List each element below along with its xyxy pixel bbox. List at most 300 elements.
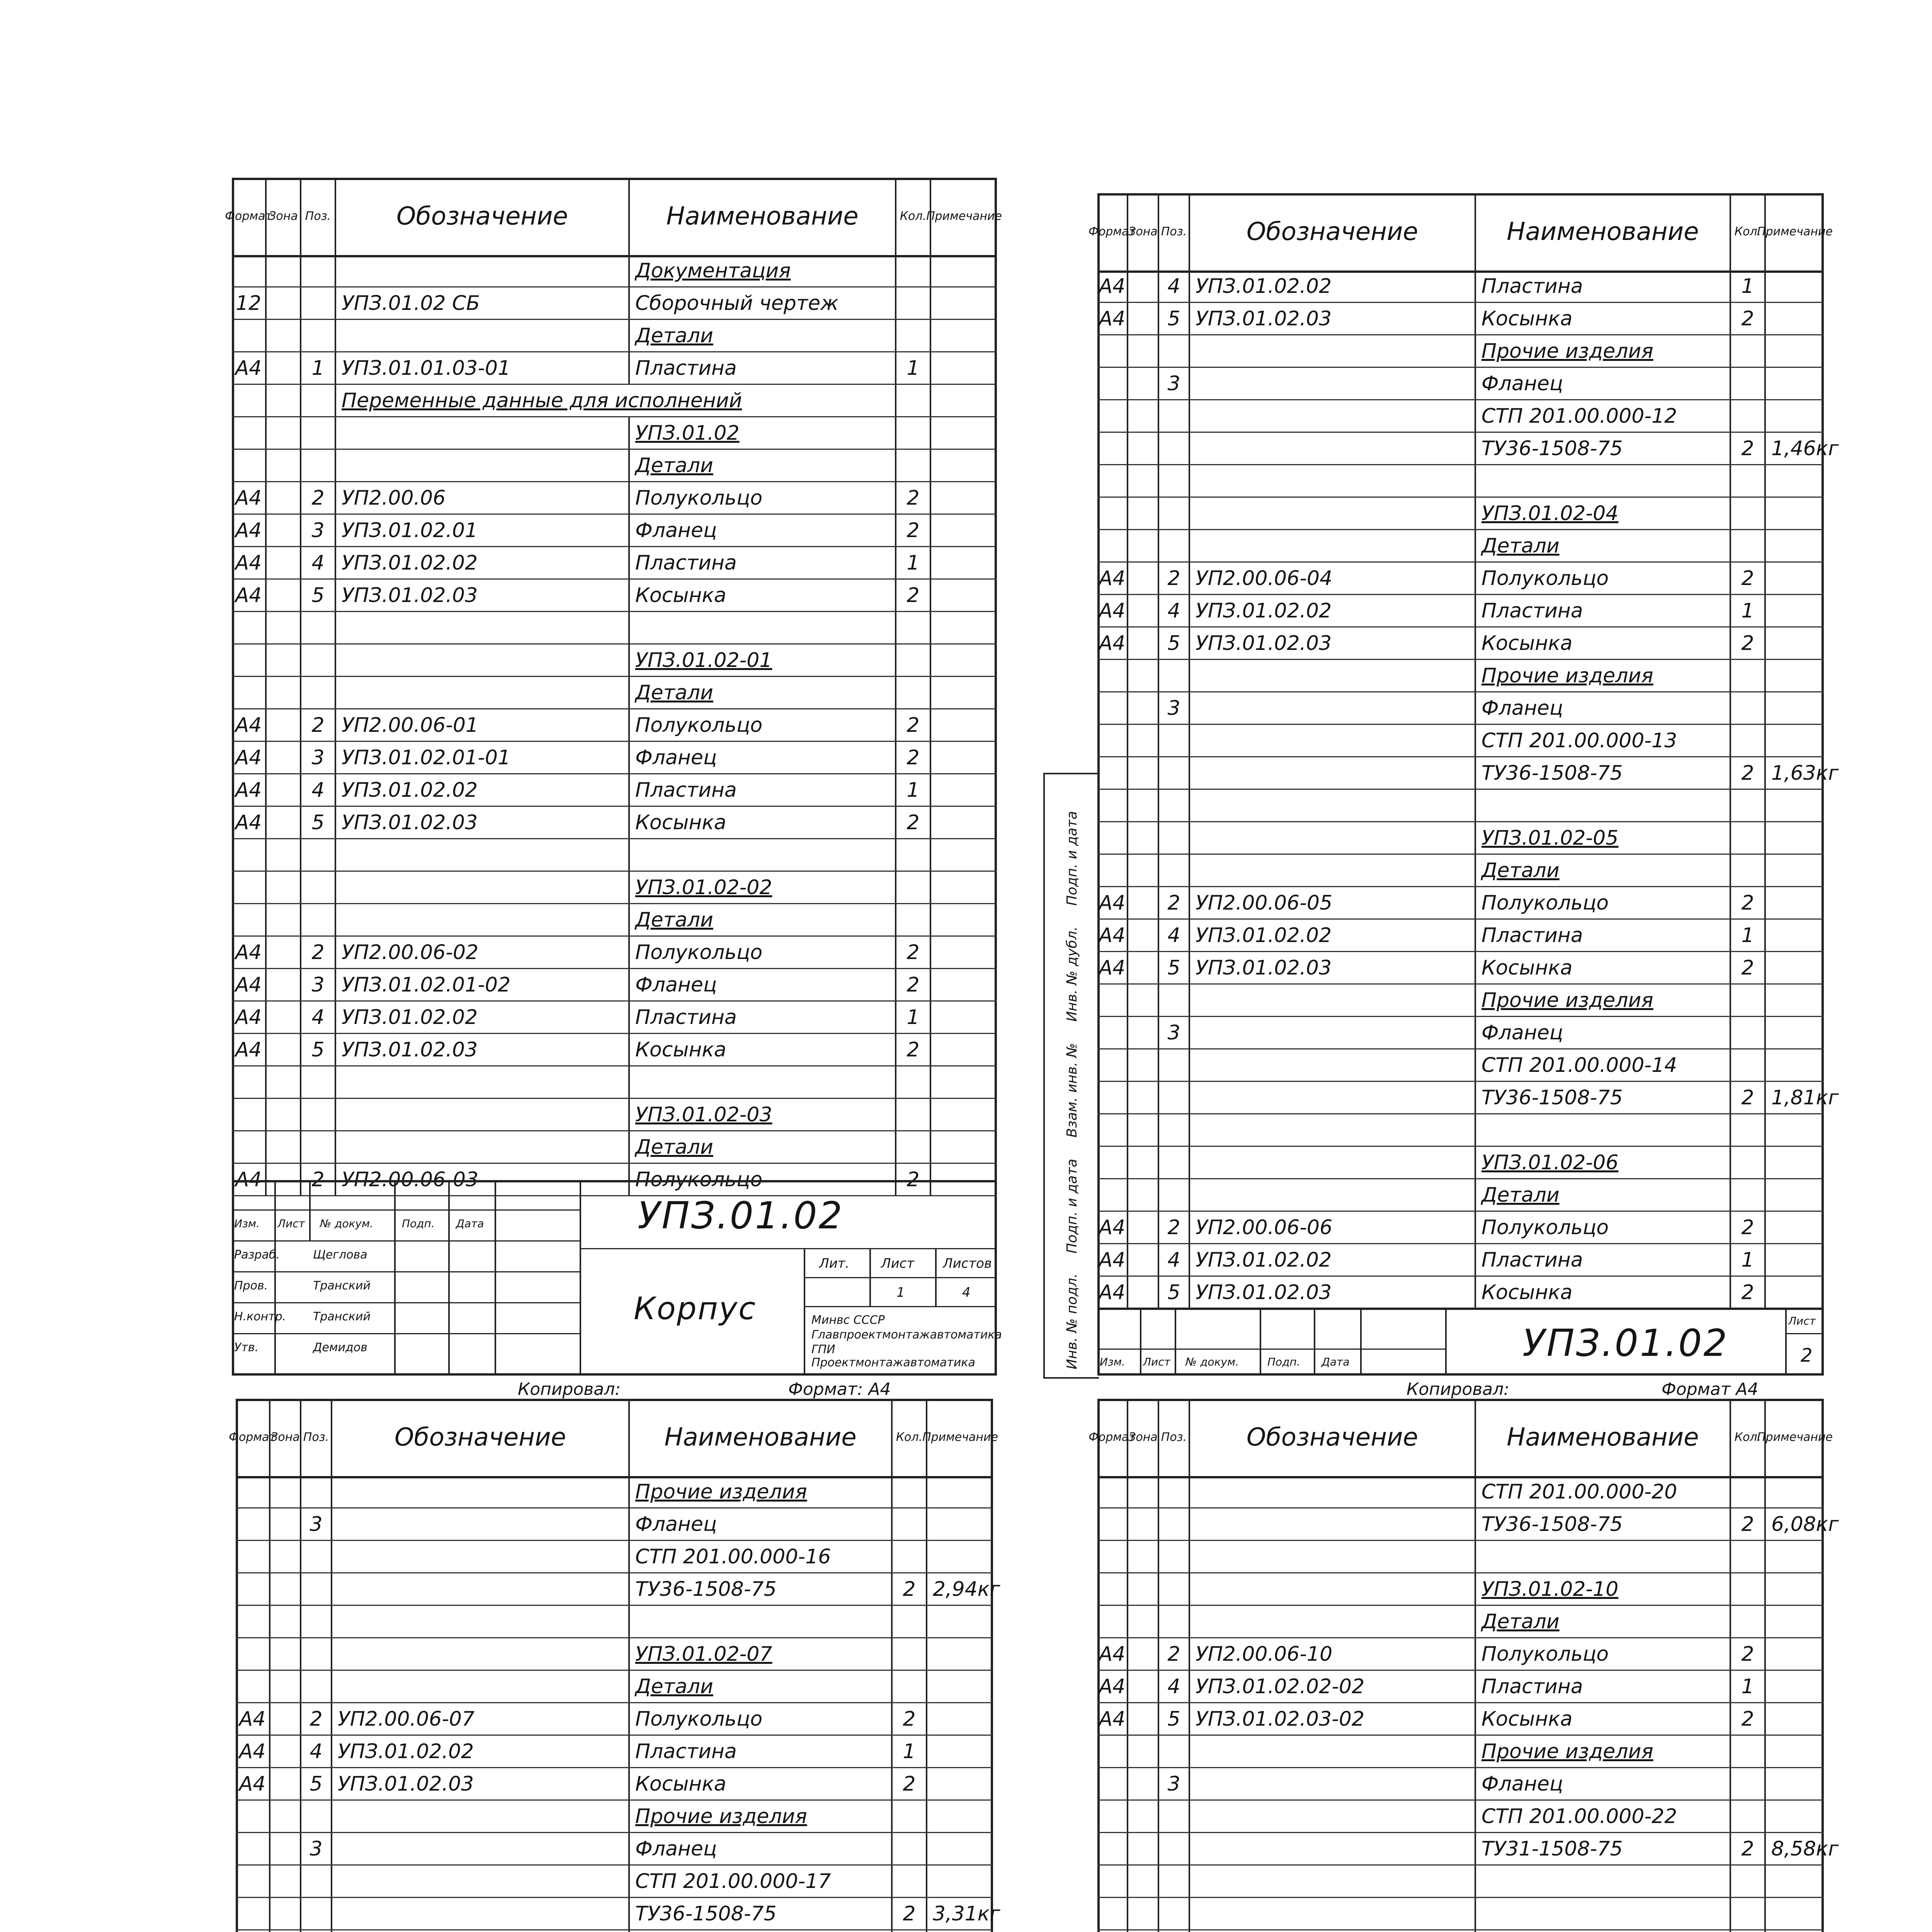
- cell-pos: [1159, 1147, 1190, 1178]
- cell-qty: 1: [1731, 1671, 1766, 1702]
- cell-qty: [1731, 725, 1766, 756]
- cell-format: А4: [1097, 887, 1128, 918]
- cell-format: А4: [236, 1736, 270, 1767]
- cell-format: А4: [232, 807, 267, 838]
- table-row: [232, 872, 997, 904]
- cell-note: [931, 774, 997, 806]
- cell-pos: 5: [1159, 1277, 1190, 1308]
- cell-name: Сборочный чертеж: [630, 287, 896, 319]
- cell-format: [1097, 1833, 1128, 1864]
- table-row: [232, 807, 997, 839]
- cell-designation: [1190, 660, 1476, 691]
- cell-note: [1766, 1606, 1824, 1637]
- cell-format: [1097, 465, 1128, 497]
- cell-designation: [336, 1131, 630, 1163]
- cell-designation: УПЗ.01.02.03: [1190, 628, 1476, 659]
- header-pos: Поз.: [301, 1399, 332, 1476]
- cell-qty: [893, 1638, 927, 1670]
- cell-format: [1097, 498, 1128, 529]
- cell-zone: [1128, 855, 1159, 886]
- spec-sheet-4: [1088, 1399, 1839, 1932]
- cell-format: [236, 1476, 270, 1507]
- cell-designation: [1190, 1049, 1476, 1081]
- cell-name: Детали: [1476, 1606, 1731, 1637]
- cell-note: [1766, 1212, 1824, 1243]
- title-block: [1097, 1308, 1824, 1376]
- cell-designation: [332, 1930, 630, 1932]
- cell-designation: [1190, 1509, 1476, 1540]
- cell-designation: [1190, 1017, 1476, 1048]
- cell-zone: [1128, 595, 1159, 626]
- cell-pos: [301, 1671, 332, 1702]
- cell-qty: [1731, 498, 1766, 529]
- table-row: [1097, 1049, 1824, 1082]
- cell-designation: УП2.00.06-04: [1190, 563, 1476, 594]
- cell-name: [1476, 465, 1731, 497]
- cell-format: А4: [1097, 563, 1128, 594]
- cell-name: Полукольцо: [630, 709, 896, 741]
- cell-format: [1097, 400, 1128, 432]
- cell-designation: [1190, 1476, 1476, 1507]
- cell-name: Полукольцо: [630, 1703, 893, 1735]
- cell-designation: УПЗ.01.02.03: [336, 580, 630, 611]
- table-row: [1097, 855, 1824, 887]
- cell-note: [1766, 498, 1824, 529]
- cell-qty: [1731, 985, 1766, 1016]
- cell-designation: [336, 904, 630, 935]
- table-row: [232, 482, 997, 515]
- cell-pos: 3: [301, 1833, 332, 1864]
- cell-name: Косынка: [630, 1768, 893, 1799]
- cell-pos: [301, 1066, 336, 1098]
- cell-pos: [1159, 1930, 1190, 1932]
- cell-pos: 3: [301, 969, 336, 1000]
- header-format: Формат: [1097, 193, 1128, 270]
- cell-name: Детали: [630, 450, 896, 481]
- cell-name: УПЗ.01.02: [630, 417, 896, 449]
- cell-pos: [301, 1866, 332, 1897]
- cell-qty: 2: [1731, 887, 1766, 918]
- person-developer: Щеглова: [313, 1248, 367, 1262]
- cell-format: А4: [232, 352, 267, 384]
- cell-format: [236, 1573, 270, 1605]
- table-row: [1097, 1179, 1824, 1212]
- cell-designation: [1190, 335, 1476, 367]
- header-note: Примечание: [922, 1430, 998, 1444]
- cell-designation: [1190, 1801, 1476, 1832]
- cell-designation: [1190, 822, 1476, 854]
- cell-format: А4: [236, 1703, 270, 1735]
- cell-qty: [1731, 660, 1766, 691]
- cell-zone: [1128, 985, 1159, 1016]
- header-qty: Кол.: [893, 1399, 927, 1476]
- cell-format: А4: [232, 969, 267, 1000]
- cell-designation: [332, 1801, 630, 1832]
- cell-designation: УП2.00.06-01: [336, 709, 630, 741]
- cell-designation: [332, 1898, 630, 1929]
- table-row: [1097, 1606, 1824, 1638]
- cell-zone: [1128, 1244, 1159, 1276]
- cell-note: [1766, 1573, 1824, 1605]
- cell-qty: [893, 1833, 927, 1864]
- cell-name: ТУ36-1508-75: [1476, 1509, 1731, 1540]
- cell-qty: 1: [896, 774, 931, 806]
- cell-name: ТУ36-1508-75: [1476, 1082, 1731, 1113]
- cell-note: [1766, 887, 1824, 918]
- side-label-sign-date-1: Подп. и дата: [1064, 1158, 1080, 1253]
- cell-note: [931, 742, 997, 773]
- cell-note: [931, 547, 997, 578]
- col-label-izm: Изм.: [1100, 1355, 1125, 1368]
- cell-name: [1476, 790, 1731, 821]
- organization-line-1: Минвс СССР: [811, 1313, 885, 1327]
- header-format: Формат: [232, 178, 267, 255]
- cell-qty: 2: [893, 1768, 927, 1799]
- cell-designation: УПЗ.01.02.02: [1190, 270, 1476, 302]
- cell-zone: [1128, 1114, 1159, 1146]
- cell-name: [1476, 1866, 1731, 1897]
- cell-pos: [1159, 335, 1190, 367]
- cell-note: [931, 612, 997, 643]
- cell-name: [1476, 1114, 1731, 1146]
- cell-qty: [1731, 822, 1766, 854]
- cell-designation: УПЗ.01.02.02: [336, 1002, 630, 1033]
- cell-pos: [301, 1898, 332, 1929]
- cell-note: [927, 1671, 993, 1702]
- cell-zone: [1128, 1801, 1159, 1832]
- cell-format: 12: [232, 287, 267, 319]
- cell-name: Детали: [630, 904, 896, 935]
- cell-name: Полукольцо: [630, 1164, 896, 1195]
- cell-pos: [1159, 822, 1190, 854]
- cell-designation: УПЗ.01.02.02-02: [1190, 1671, 1476, 1702]
- table-row: [232, 1099, 997, 1131]
- table-row: [236, 1833, 993, 1866]
- cell-qty: 2: [1731, 563, 1766, 594]
- cell-name: СТП 201.00.000-12: [1476, 400, 1731, 432]
- cell-designation: [1190, 1930, 1476, 1932]
- cell-designation: УП2.00.06: [336, 482, 630, 514]
- footer-format: Формат: А4: [788, 1379, 891, 1399]
- cell-qty: [1731, 400, 1766, 432]
- cell-name: СТП 201.00.000-13: [1476, 725, 1731, 756]
- cell-designation: УПЗ.01.01.03-01: [336, 352, 630, 384]
- role-developer: Разраб.: [234, 1248, 280, 1262]
- cell-name: СТП 201.00.000-20: [1476, 1476, 1731, 1507]
- cell-name: Пластина: [1476, 270, 1731, 302]
- cell-note: [1766, 595, 1824, 626]
- cell-format: [232, 385, 267, 416]
- cell-qty: [896, 645, 931, 676]
- lit-label: Лит.: [819, 1256, 850, 1271]
- cell-note: [931, 450, 997, 481]
- cell-note: [931, 645, 997, 676]
- cell-qty: [1731, 1898, 1766, 1929]
- cell-zone: [1128, 368, 1159, 399]
- cell-zone: [1128, 1573, 1159, 1605]
- table-row: [1097, 952, 1824, 985]
- cell-zone: [1128, 335, 1159, 367]
- cell-qty: [896, 612, 931, 643]
- cell-designation: [332, 1509, 630, 1540]
- header-pos: Поз.: [1159, 1399, 1190, 1476]
- cell-note: [931, 385, 997, 416]
- cell-qty: 1: [1731, 1244, 1766, 1276]
- cell-qty: [1731, 530, 1766, 561]
- table-row: [1097, 595, 1824, 628]
- cell-qty: 1: [896, 547, 931, 578]
- person-approver: Демидов: [313, 1341, 367, 1354]
- cell-format: [232, 872, 267, 903]
- cell-note: [931, 287, 997, 319]
- cell-zone: [267, 515, 301, 546]
- cell-zone: [267, 482, 301, 514]
- cell-pos: 2: [301, 482, 336, 514]
- spec-sheet-3: [229, 1399, 1000, 1932]
- cell-qty: [1731, 1768, 1766, 1799]
- cell-designation: УПЗ.01.02.02: [332, 1736, 630, 1767]
- cell-pos: [1159, 1541, 1190, 1572]
- cell-zone: [1128, 887, 1159, 918]
- col-label-list: Лист: [1143, 1355, 1170, 1368]
- table-row: [1097, 757, 1839, 790]
- cell-name: Детали: [630, 1671, 893, 1702]
- cell-note: [1766, 1703, 1824, 1735]
- col-label-doc: № докум.: [320, 1217, 374, 1230]
- cell-pos: [301, 904, 336, 935]
- cell-format: [1097, 1082, 1128, 1113]
- cell-qty: [896, 904, 931, 935]
- cell-designation: [1190, 1147, 1476, 1178]
- col-label-sign: Подп.: [402, 1217, 435, 1230]
- cell-format: А4: [232, 482, 267, 514]
- cell-zone: [270, 1768, 301, 1799]
- cell-zone: [1128, 1179, 1159, 1211]
- cell-zone: [267, 580, 301, 611]
- cell-name: Косынка: [1476, 1703, 1731, 1735]
- cell-pos: [1159, 1082, 1190, 1113]
- table-row: [1097, 270, 1824, 303]
- cell-designation: УП2.00.06-10: [1190, 1638, 1476, 1670]
- table-row: [232, 1034, 997, 1066]
- cell-zone: [267, 320, 301, 351]
- cell-format: А4: [1097, 920, 1128, 951]
- cell-designation: УПЗ.01.02.03-02: [1190, 1703, 1476, 1735]
- cell-pos: [1159, 660, 1190, 691]
- cell-note: [1766, 1147, 1824, 1178]
- cell-name: [630, 839, 896, 871]
- cell-note: [931, 1099, 997, 1130]
- cell-qty: 1: [896, 1002, 931, 1033]
- cell-note: [1766, 400, 1824, 432]
- cell-designation: [1190, 790, 1476, 821]
- table-row: [232, 515, 997, 547]
- cell-qty: [1731, 1606, 1766, 1637]
- cell-note: [1766, 465, 1824, 497]
- cell-note: [1766, 563, 1824, 594]
- cell-pos: [1159, 985, 1190, 1016]
- cell-zone: [267, 677, 301, 708]
- table-row: [1097, 985, 1824, 1017]
- cell-designation: УПЗ.01.02.02: [1190, 920, 1476, 951]
- role-norm-control: Н.контр.: [234, 1310, 286, 1323]
- cell-format: А4: [1097, 1703, 1128, 1735]
- cell-pos: [1159, 400, 1190, 432]
- cell-pos: [301, 645, 336, 676]
- cell-note: [1766, 1114, 1824, 1146]
- table-row: [1097, 790, 1824, 822]
- cell-qty: [1731, 1736, 1766, 1767]
- cell-pos: 4: [301, 547, 336, 578]
- table-row: [236, 1573, 1000, 1606]
- cell-pos: 5: [301, 807, 336, 838]
- role-approver: Утв.: [234, 1341, 259, 1354]
- cell-qty: [896, 1131, 931, 1163]
- cell-designation: [1190, 465, 1476, 497]
- cell-qty: [1731, 1573, 1766, 1605]
- cell-qty: [1731, 1801, 1766, 1832]
- cell-designation: УПЗ.01.02.03: [332, 1768, 630, 1799]
- cell-zone: [270, 1573, 301, 1605]
- cell-qty: 1: [1731, 920, 1766, 951]
- cell-qty: [893, 1541, 927, 1572]
- cell-format: [1097, 1930, 1128, 1932]
- cell-pos: 5: [301, 1768, 332, 1799]
- cell-zone: [267, 287, 301, 319]
- cell-note: [931, 1002, 997, 1033]
- cell-zone: [1128, 400, 1159, 432]
- table-row: [1097, 368, 1824, 400]
- cell-format: А4: [232, 580, 267, 611]
- cell-qty: 2: [896, 937, 931, 968]
- cell-pos: [301, 320, 336, 351]
- cell-format: [1097, 1179, 1128, 1211]
- cell-zone: [270, 1703, 301, 1735]
- cell-name: [630, 1066, 896, 1098]
- table-header: [225, 178, 1002, 257]
- cell-qty: [1731, 1049, 1766, 1081]
- cell-name: Косынка: [1476, 952, 1731, 983]
- cell-qty: [893, 1866, 927, 1897]
- cell-format: [1097, 1049, 1128, 1081]
- cell-designation: УПЗ.01.02.03: [336, 1034, 630, 1065]
- cell-zone: [270, 1671, 301, 1702]
- cell-name: Пластина: [1476, 595, 1731, 626]
- cell-name: ТУ36-1508-75: [630, 1573, 893, 1605]
- cell-zone: [270, 1930, 301, 1932]
- cell-format: А4: [1097, 270, 1128, 302]
- cell-qty: [1731, 692, 1766, 724]
- cell-qty: 2: [1731, 1833, 1766, 1864]
- cell-zone: [1128, 1898, 1159, 1929]
- cell-qty: [1731, 790, 1766, 821]
- cell-format: А4: [232, 774, 267, 806]
- sheet-label: Лист: [881, 1256, 915, 1271]
- cell-pos: 4: [1159, 920, 1190, 951]
- cell-note: [927, 1768, 993, 1799]
- cell-zone: [1128, 660, 1159, 691]
- cell-note: [1766, 725, 1824, 756]
- cell-zone: [1128, 920, 1159, 951]
- cell-designation: [1190, 692, 1476, 724]
- cell-designation: [1190, 1898, 1476, 1929]
- cell-name: Прочие изделия: [630, 1801, 893, 1832]
- table-row: [1097, 725, 1824, 757]
- cell-designation: [1190, 498, 1476, 529]
- cell-name: ТУ36-1508-75: [630, 1898, 893, 1929]
- spec-sheet-2: [1064, 193, 1839, 1399]
- cell-zone: [267, 742, 301, 773]
- cell-designation: [332, 1606, 630, 1637]
- table-row: [1097, 1147, 1824, 1179]
- table-row: [236, 1638, 993, 1671]
- spec-rows: [236, 1476, 1000, 1932]
- cell-note: [1766, 368, 1824, 399]
- cell-format: [1097, 433, 1128, 464]
- cell-zone: [1128, 1930, 1159, 1932]
- cell-name: СТП 201.00.000-16: [630, 1541, 893, 1572]
- cell-note: [1766, 628, 1824, 659]
- cell-note: 3,31кг: [933, 1902, 1000, 1925]
- footer-copied: Копировал:: [518, 1379, 621, 1399]
- cell-note: [927, 1638, 993, 1670]
- cell-note: [1766, 1476, 1824, 1507]
- table-row: [232, 450, 997, 482]
- cell-qty: [896, 255, 931, 286]
- organization-line-2: Главпроектмонтажавтоматика: [811, 1328, 1002, 1342]
- cell-qty: 2: [1731, 1638, 1766, 1670]
- cell-format: А4: [1097, 628, 1128, 659]
- cell-name: Пластина: [630, 1002, 896, 1033]
- cell-designation: [336, 612, 630, 643]
- cell-qty: [1731, 1114, 1766, 1146]
- cell-format: А4: [1097, 1244, 1128, 1276]
- cell-note: [931, 320, 997, 351]
- cell-pos: [1159, 1833, 1190, 1864]
- cell-format: А4: [232, 1164, 267, 1195]
- cell-format: [232, 417, 267, 449]
- cell-format: [232, 645, 267, 676]
- cell-format: [236, 1638, 270, 1670]
- cell-zone: [1128, 1147, 1159, 1178]
- table-row: [232, 385, 997, 417]
- cell-name: Прочие изделия: [1476, 1736, 1731, 1767]
- header-name: Наименование: [630, 1399, 893, 1476]
- cell-format: А4: [1097, 1638, 1128, 1670]
- cell-designation: [1190, 1768, 1476, 1799]
- cell-designation: [1190, 1114, 1476, 1146]
- cell-qty: 2: [1731, 628, 1766, 659]
- table-row: [1097, 1017, 1824, 1049]
- cell-zone: [270, 1476, 301, 1507]
- cell-zone: [1128, 303, 1159, 334]
- cell-zone: [1128, 270, 1159, 302]
- cell-zone: [267, 417, 301, 449]
- cell-note: [931, 904, 997, 935]
- cell-pos: [1159, 1866, 1190, 1897]
- cell-zone: [1128, 628, 1159, 659]
- cell-designation: [332, 1866, 630, 1897]
- cell-pos: [1159, 1898, 1190, 1929]
- col-label-date: Дата: [456, 1217, 484, 1230]
- cell-pos: [301, 872, 336, 903]
- cell-note: 1,46кг: [1771, 437, 1839, 460]
- header-pos: Поз.: [1159, 193, 1190, 270]
- cell-name: [1476, 1898, 1731, 1929]
- cell-qty: [896, 417, 931, 449]
- cell-note: [1766, 303, 1824, 334]
- cell-note: [931, 482, 997, 514]
